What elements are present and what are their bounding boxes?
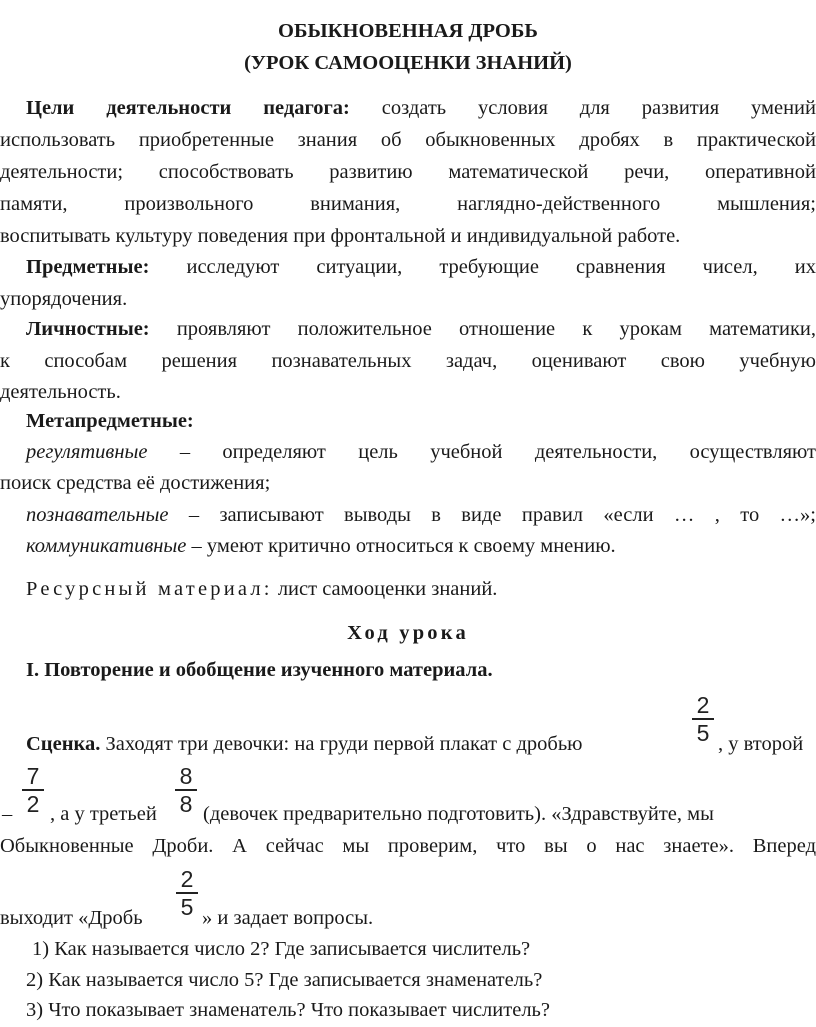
fraction-eight-eighths: 8 8 bbox=[173, 764, 199, 816]
page-title: ОБЫКНОВЕННАЯ ДРОБЬ bbox=[278, 20, 538, 42]
goals-line-1: Цели деятельности педагога: создать условия для развития умений bbox=[26, 97, 816, 119]
subject-line-2: упорядочения. bbox=[0, 288, 128, 310]
goals-line-3: деятельности; способствовать развитию математической речи, оперативной bbox=[0, 161, 816, 183]
resource-line: Ресурсный материал: лист самооценки знаний. bbox=[26, 578, 498, 600]
meta-regulative-line-2: поиск средства её достижения; bbox=[0, 472, 271, 494]
meta-cognitive-line: познавательные – записывают выводы в виде правил «если … , то …»; bbox=[26, 504, 816, 526]
scene-line-4a: выходит «Дробь bbox=[0, 907, 143, 929]
question-1: 1) Как называется число 2? Где записывается числитель? bbox=[32, 938, 531, 960]
question-2: 2) Как называется число 5? Где записывается знаменатель? bbox=[26, 969, 543, 991]
section-heading: I. Повторение и обобщение изученного материала. bbox=[26, 659, 493, 681]
goals-line-5: воспитывать культуру поведения при фронтальной и индивидуальной работе. bbox=[0, 225, 681, 247]
personal-line-3: деятельность. bbox=[0, 381, 121, 403]
goals-line-2: использовать приобретенные знания об обыкновенных дробях в практической bbox=[0, 129, 816, 151]
meta-communicative-line: коммуникативные – умеют критично относиться к своему мнению. bbox=[26, 535, 616, 557]
scene-line-1a: Сценка. Заходят три девочки: на груди первой плакат с дробью bbox=[26, 733, 583, 755]
goals-line-4: памяти, произвольного внимания, наглядно-действенного мышления; bbox=[0, 193, 816, 215]
fraction-two-fifths: 2 5 bbox=[690, 693, 716, 745]
page-subtitle: (УРОК САМООЦЕНКИ ЗНАНИЙ) bbox=[244, 52, 572, 74]
fraction-seven-halves: 7 2 bbox=[20, 764, 46, 816]
subject-line-1: Предметные: исследуют ситуации, требующие сравнения чисел, их bbox=[26, 256, 816, 278]
meta-regulative-line-1: регулятивные – определяют цель учебной деятельности, осуществляют bbox=[26, 441, 816, 463]
scene-line-4b: » и задает вопросы. bbox=[202, 907, 374, 929]
meta-heading: Метапредметные: bbox=[26, 410, 194, 432]
scene-line-2c: (девочек предварительно подготовить). «Здравствуйте, мы bbox=[203, 803, 714, 825]
scene-line-1b: , у второй bbox=[718, 733, 804, 755]
personal-line-1: Личностные: проявляют положительное отношение к урокам математики, bbox=[26, 318, 816, 340]
fraction-two-fifths-2: 2 5 bbox=[174, 867, 200, 919]
scene-line-2b: , а у третьей bbox=[50, 803, 157, 825]
personal-line-2: к способам решения познавательных задач, оценивают свою учебную bbox=[0, 350, 816, 372]
course-heading: Ход урока bbox=[347, 622, 469, 644]
question-3: 3) Что показывает знаменатель? Что показывает числитель? bbox=[26, 999, 550, 1021]
scene-dash: – bbox=[2, 803, 13, 825]
scene-line-3: Обыкновенные Дроби. А сейчас мы проверим, что вы о нас знаете». Вперед bbox=[0, 835, 816, 857]
